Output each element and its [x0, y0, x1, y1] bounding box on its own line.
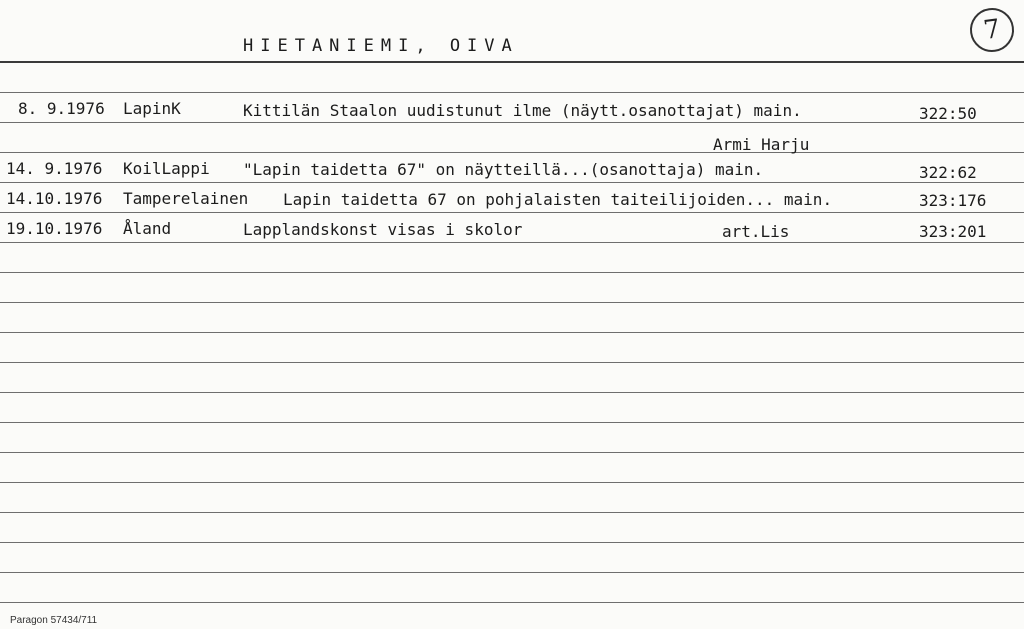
card-title: HIETANIEMI, OIVA: [243, 36, 519, 56]
ruled-line: [0, 122, 1024, 123]
ruled-line: [0, 242, 1024, 243]
entry-text: Lapplandskonst visas i skolor: [243, 220, 523, 239]
ruled-line: [0, 602, 1024, 603]
entry-date: 14.10.1976: [6, 189, 103, 208]
ruled-line: [0, 362, 1024, 363]
entry-text: Kittilän Staalon uudistunut ilme (näytt.osanottajat) main.: [243, 101, 802, 120]
entry-date: 14. 9.1976: [6, 159, 103, 178]
ruled-line: [0, 392, 1024, 393]
header-rule: [0, 61, 1024, 63]
entry-text: "Lapin taidetta 67" on näytteillä...(osanottaja) main.: [243, 160, 764, 179]
ruled-line: [0, 272, 1024, 273]
ruled-line: [0, 302, 1024, 303]
ruled-line: [0, 572, 1024, 573]
ruled-line: [0, 542, 1024, 543]
ruled-line: [0, 152, 1024, 153]
ruled-line: [0, 212, 1024, 213]
ruled-line: [0, 452, 1024, 453]
entry-author: Armi Harju: [713, 135, 810, 154]
entry-source: Åland: [123, 219, 172, 238]
entry-source: LapinK: [123, 99, 181, 118]
entry-source: Tamperelainen: [123, 189, 249, 208]
ruled-line: [0, 512, 1024, 513]
entry-reference: 322:62: [919, 163, 977, 182]
entry-reference: 323:176: [919, 191, 987, 210]
card-number-badge: 7: [967, 5, 1017, 55]
ruled-line: [0, 332, 1024, 333]
ruled-line: [0, 482, 1024, 483]
entry-reference: 323:201: [919, 222, 987, 241]
ruled-line: [0, 182, 1024, 183]
ruled-line: [0, 92, 1024, 93]
entry-note: art.Lis: [722, 222, 790, 241]
card-form-number: Paragon 57434/711: [10, 615, 98, 626]
entry-reference: 322:50: [919, 104, 977, 123]
entry-source: KoilLappi: [123, 159, 210, 178]
entry-text: Lapin taidetta 67 on pohjalaisten taiteilijoiden... main.: [283, 190, 833, 209]
entry-date: 19.10.1976: [6, 219, 103, 238]
entry-date: 8. 9.1976: [18, 99, 105, 118]
ruled-line: [0, 422, 1024, 423]
